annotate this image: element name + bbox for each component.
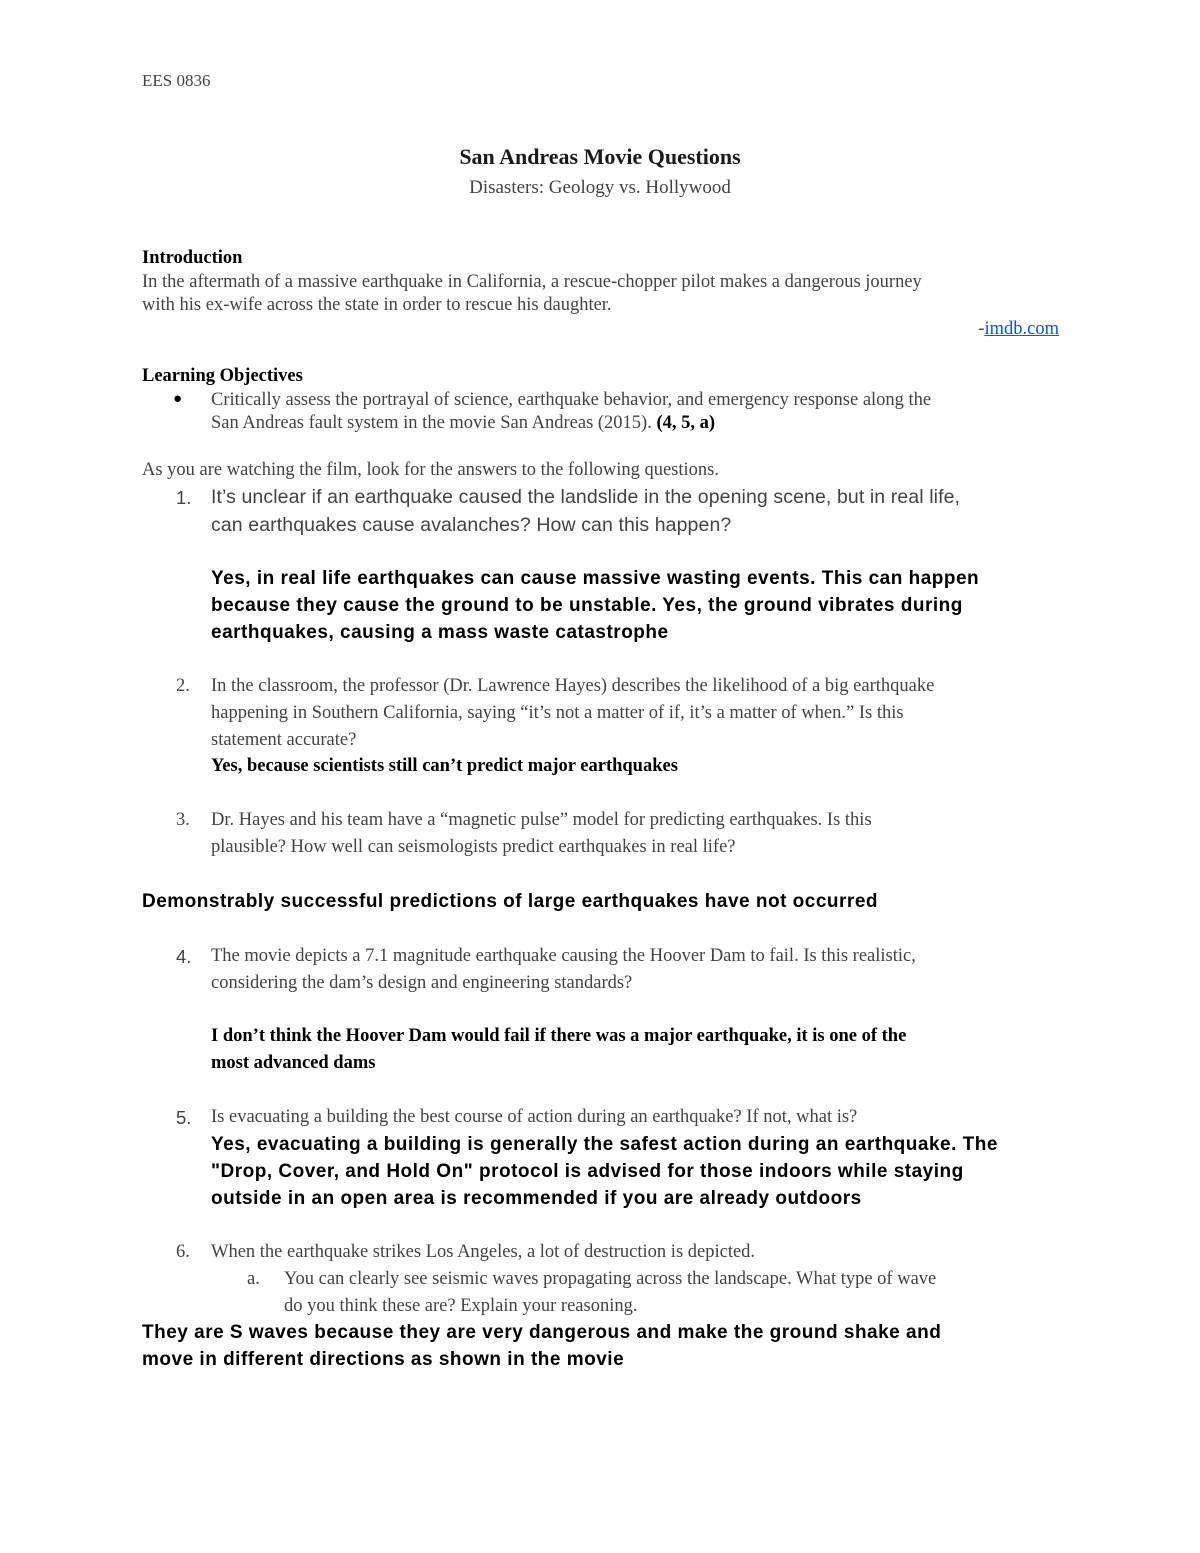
question-6-line-1: When the earthquake strikes Los Angeles, a lot of destruction is depicted. xyxy=(211,1242,756,1262)
question-2-number: 2. xyxy=(176,676,190,696)
answer-6-line-1: They are S waves because they are very dangerous and make the ground shake and xyxy=(142,1322,942,1343)
instructions: As you are watching the film, look for the answers to the following questions. xyxy=(142,460,719,480)
answer-2-line-1: Yes, because scientists still can’t predict major earthquakes xyxy=(211,756,678,776)
question-5-number: 5. xyxy=(176,1107,192,1128)
objective-codes: (4, 5, a) xyxy=(656,413,716,433)
question-3-line-1: Dr. Hayes and his team have a “magnetic pulse” model for predicting earthquakes. Is this xyxy=(211,810,872,830)
question-4-number: 4. xyxy=(176,946,192,967)
answer-3-line-1: Demonstrably successful predictions of large earthquakes have not occurred xyxy=(142,891,878,912)
answer-4-line-1: I don’t think the Hoover Dam would fail if there was a major earthquake, it is one of the xyxy=(211,1026,907,1046)
introduction-heading: Introduction xyxy=(142,248,243,268)
objective-line-1: Critically assess the portrayal of science, earthquake behavior, and emergency response along the xyxy=(211,390,932,410)
objective-line-2-text: San Andreas fault system in the movie San Andreas (2015). xyxy=(211,413,652,433)
introduction-line-1: In the aftermath of a massive earthquake in California, a rescue-chopper pilot makes a dangerous journey xyxy=(142,272,922,292)
course-code: EES 0836 xyxy=(142,71,211,90)
answer-1-line-2: because they cause the ground to be unstable. Yes, the ground vibrates during xyxy=(211,595,963,616)
answer-5-line-2: "Drop, Cover, and Hold On" protocol is advised for those indoors while staying xyxy=(211,1161,964,1182)
page-title: San Andreas Movie Questions xyxy=(459,144,741,169)
question-4-line-1: The movie depicts a 7.1 magnitude earthquake causing the Hoover Dam to fail. Is this realistic, xyxy=(211,946,916,966)
question-1-number: 1. xyxy=(176,487,192,508)
question-3-line-2: plausible? How well can seismologists predict earthquakes in real life? xyxy=(211,837,736,857)
question-5-line-1: Is evacuating a building the best course of action during an earthquake? If not, what is? xyxy=(211,1107,858,1127)
source-dash: - xyxy=(978,319,985,339)
question-2-line-1: In the classroom, the professor (Dr. Lawrence Hayes) describes the likelihood of a big earthquake xyxy=(211,676,935,696)
question-2-line-2: happening in Southern California, saying “it’s not a matter of if, it’s a matter of when.” Is this xyxy=(211,703,904,723)
question-1-line-1: It’s unclear if an earthquake caused the landslide in the opening scene, but in real life, xyxy=(211,486,961,508)
question-6a-letter: a. xyxy=(247,1269,260,1289)
answer-1-line-3: earthquakes, causing a mass waste catastrophe xyxy=(211,622,669,643)
question-6a-line-2: do you think these are? Explain your reasoning. xyxy=(284,1296,638,1316)
question-6-number: 6. xyxy=(176,1242,190,1262)
objective-line-2 xyxy=(211,413,715,434)
question-4-line-2: considering the dam’s design and engineering standards? xyxy=(211,973,633,993)
page-subtitle: Disasters: Geology vs. Hollywood xyxy=(469,177,731,198)
question-2-line-3: statement accurate? xyxy=(211,730,357,750)
question-6a-line-1: You can clearly see seismic waves propagating across the landscape. What type of wave xyxy=(284,1269,937,1289)
introduction-source xyxy=(978,319,1059,340)
objective-bullet: ● xyxy=(173,390,183,407)
answer-4-line-2: most advanced dams xyxy=(211,1053,376,1073)
imdb-link[interactable]: imdb.com xyxy=(984,319,1059,339)
answer-1-line-1: Yes, in real life earthquakes can cause massive wasting events. This can happen xyxy=(211,568,980,589)
introduction-line-2: with his ex-wife across the state in order to rescue his daughter. xyxy=(142,295,612,315)
answer-6-line-2: move in different directions as shown in the movie xyxy=(142,1349,625,1370)
objectives-heading: Learning Objectives xyxy=(142,366,303,386)
answer-5-line-1: Yes, evacuating a building is generally the safest action during an earthquake. The xyxy=(211,1134,998,1155)
question-3-number: 3. xyxy=(176,810,190,830)
answer-5-line-3: outside in an open area is recommended if you are already outdoors xyxy=(211,1188,862,1209)
question-1-line-2: can earthquakes cause avalanches? How can this happen? xyxy=(211,514,732,536)
